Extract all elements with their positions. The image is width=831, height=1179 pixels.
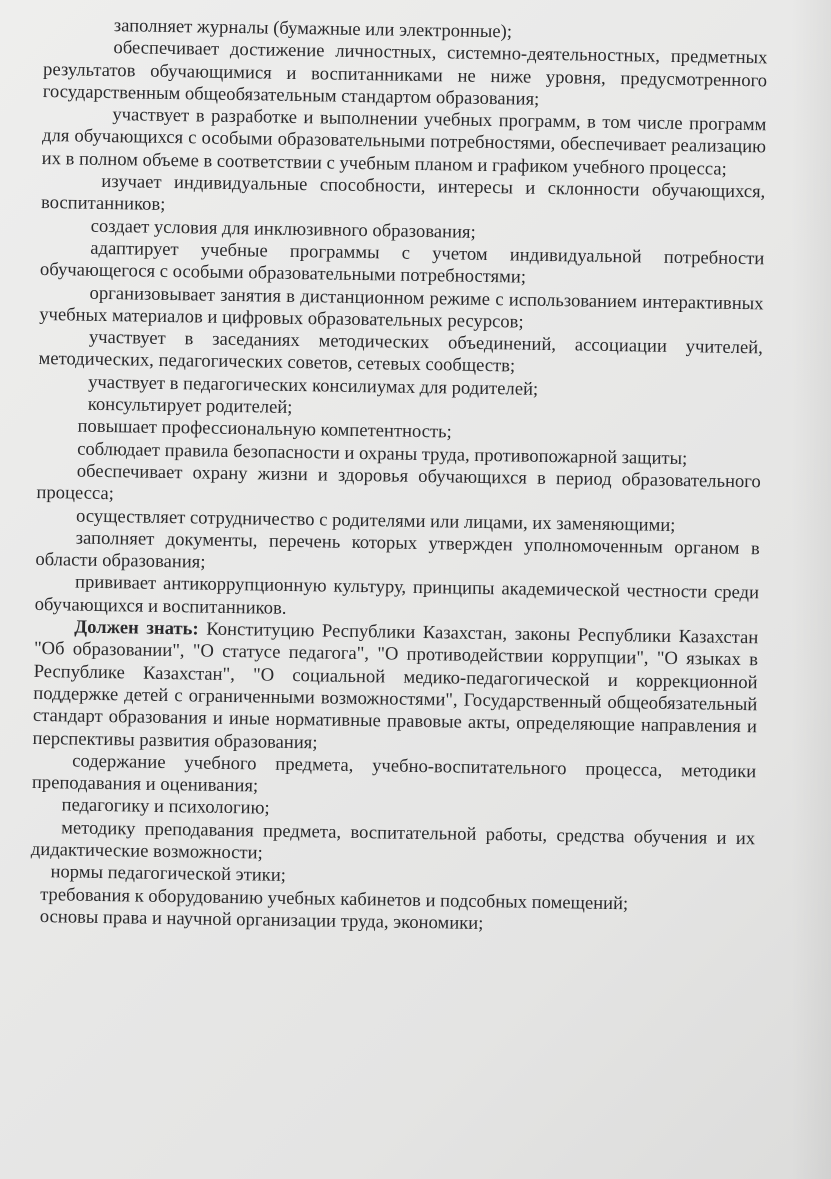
must-know-item: нормы педагогической этики; — [50, 861, 287, 887]
duty-paragraph: участвует в заседаниях методических объединений, ассоциации учителей, методических, педагогических советов, сетевых сообществ; — [38, 326, 764, 377]
must-know-item: требования к оборудованию учебных кабинетов и подсобных помещений; — [40, 883, 629, 914]
duty-paragraph: заполняет документы, перечень которых утвержден уполномоченным органом в области образования; — [35, 527, 760, 573]
duty-paragraph: создает условия для инклюзивного образования; — [90, 215, 476, 243]
duty-paragraph: изучает индивидуальные способности, интересы и склонности обучающихся, воспитанников; — [40, 171, 766, 216]
must-know-paragraph — [32, 616, 758, 761]
document-body — [30, 14, 768, 939]
duty-paragraph: соблюдает правила безопасности и охраны труда, противопожарной защиты; — [77, 438, 688, 469]
duty-paragraph: прививает антикоррупционную культуру, принципы академической честности среди обучающихся и воспитанников. — [34, 571, 760, 619]
duty-paragraph: обеспечивает достижение личностных, системно-деятельностных, предметных результатов обучающимися и воспитанниками не ниже уровня, предусмотренного государственным общеобязательным стандартом образования; — [42, 37, 768, 110]
duty-paragraph: консультирует родителей; — [87, 393, 293, 418]
must-know-heading: Должен знать: — [74, 616, 199, 640]
duty-paragraph: адаптирует учебные программы с учетом индивидуальной потребности обучающегося с особыми образовательными потребностями; — [39, 237, 765, 288]
must-know-item: педагогику и психологию; — [61, 794, 270, 820]
must-know-item: основы права и научной организации труда, экономики; — [39, 905, 484, 934]
duty-paragraph: участвует в педагогических консилиумах для родителей; — [88, 371, 539, 400]
must-know-text: Конституцию Республики Казахстан, законы Республики Казахстан "Об образовании", "О статусе педагога", "О противодействии коррупции", "О языках в Республике Казахстан", "О социальной медико-педагогической и коррекционной поддержке детей с ограниченными возможностями", Государственный общеобязательный стандарт образования и иные нормативные правовые акты, определяющие направления и перспективы развития образования; — [32, 618, 759, 753]
duty-paragraph: обеспечивает охрану жизни и здоровья обучающихся в период образовательного процесса; — [36, 460, 761, 505]
duty-paragraph: повышает профессиональную компетентность; — [77, 415, 452, 443]
duty-paragraph: организовывает занятия в дистанционном режиме с использованием интерактивных учебных материалов и цифровых образовательных ресурсов; — [39, 282, 764, 333]
must-know-item: содержание учебного предмета, учебно-воспитательного процесса, методики преподавания и оценивания; — [31, 750, 757, 797]
must-know-item: методику преподавания предмета, воспитательной работы, средства обучения и их дидактические возможности; — [30, 817, 756, 864]
duty-paragraph: участвует в разработке и выполнении учебных программ, в том числе программ для обучающихся с особыми образовательными потребностями, обеспечивает реализацию их в полном объеме в соответствии с учебным планом и графиком учебного процесса; — [41, 104, 767, 180]
duty-paragraph: заполняет журналы (бумажные или электронные); — [113, 15, 513, 43]
duty-paragraph: осуществляет сотрудничество с родителями или лицами, их заменяющими; — [75, 505, 676, 536]
